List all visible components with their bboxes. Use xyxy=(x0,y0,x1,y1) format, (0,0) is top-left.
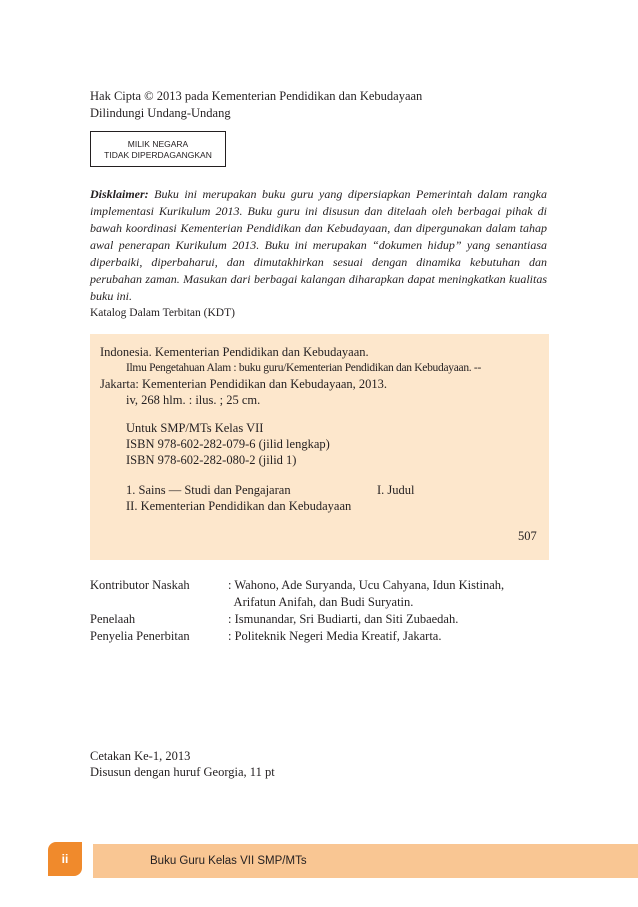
state-property-stamp xyxy=(90,131,226,167)
disclaimer-paragraph xyxy=(90,186,547,305)
footer-book-title: Buku Guru Kelas VII SMP/MTs xyxy=(150,855,307,867)
printing-info xyxy=(90,748,275,780)
legal-protection-line: Dilindungi Undang-Undang xyxy=(90,106,231,120)
contributor-names: : Ismunandar, Sri Budiarti, dan Siti Zubaedah. xyxy=(228,612,459,626)
edition-line: Cetakan Ke-1, 2013 xyxy=(90,749,191,763)
catalog-isbn-1: ISBN 978-602-282-079-6 (jilid lengkap) xyxy=(126,437,330,451)
catalog-audience: Untuk SMP/MTs Kelas VII xyxy=(126,421,264,435)
catalog-subject-1: 1. Sains — Studi dan Pengajaran xyxy=(126,483,291,497)
catalog-author: Indonesia. Kementerian Pendidikan dan Kebudayaan. xyxy=(100,345,369,359)
contributor-role: Kontributor Naskah xyxy=(90,578,190,592)
catalog-physical: iv, 268 hlm. : ilus. ; 25 cm. xyxy=(126,393,261,407)
catalog-isbn-2: ISBN 978-602-282-080-2 (jilid 1) xyxy=(126,453,297,467)
catalog-title: Ilmu Pengetahuan Alam : buku guru/Kementerian Pendidikan dan Kebudayaan. -- xyxy=(126,362,481,374)
copyright-block xyxy=(90,88,422,122)
contributor-role: Penelaah xyxy=(90,612,136,626)
disclaimer-label: Disklaimer: xyxy=(90,187,149,201)
contributor-names: Arifatun Anifah, dan Budi Suryatin. xyxy=(228,595,414,609)
stamp-line-1: MILIK NEGARA xyxy=(127,139,189,149)
catalog-subject-2: II. Kementerian Pendidikan dan Kebudayaan xyxy=(126,499,352,513)
catalog-heading: Katalog Dalam Terbitan (KDT) xyxy=(90,307,235,319)
page-number-tab: ii xyxy=(48,842,82,876)
disclaimer-text: Buku ini merupakan buku guru yang dipersiapkan Pemerintah dalam rangka implementasi Kurikulum 2013. Buku guru ini disusun dan ditelaah oleh berbagai pihak di bawah koordinasi Kementerian Pendidikan dan Kebudayaan, dan dipergunakan dalam tahap awal penerapan Kurikulum 2013. Buku ini merupakan “dokumen hidup” yang senantiasa diperbaiki, diperbaharui, dan dimutakhirkan sesuai dengan dinamika kebutuhan dan perubahan zaman. Masukan dari berbagai kalangan diharapkan dapat meningkatkan kualitas buku ini. xyxy=(90,187,547,303)
catalog-publisher: Jakarta: Kementerian Pendidikan dan Kebudayaan, 2013. xyxy=(100,377,388,391)
catalog-class-number: 507 xyxy=(518,529,537,543)
catalog-subject-title: I. Judul xyxy=(377,483,415,497)
stamp-line-2: TIDAK DIPERDAGANGKAN xyxy=(104,150,212,160)
contributor-names: : Politeknik Negeri Media Kreatif, Jakarta. xyxy=(228,629,442,643)
contributor-role: Penyelia Penerbitan xyxy=(90,629,190,643)
copyright-line: Hak Cipta © 2013 pada Kementerian Pendidikan dan Kebudayaan xyxy=(90,89,423,103)
typeface-line: Disusun dengan huruf Georgia, 11 pt xyxy=(90,765,275,779)
catalog-box xyxy=(90,334,549,560)
contributor-names: : Wahono, Ade Suryanda, Ucu Cahyana, Idun Kistinah, xyxy=(228,578,505,592)
